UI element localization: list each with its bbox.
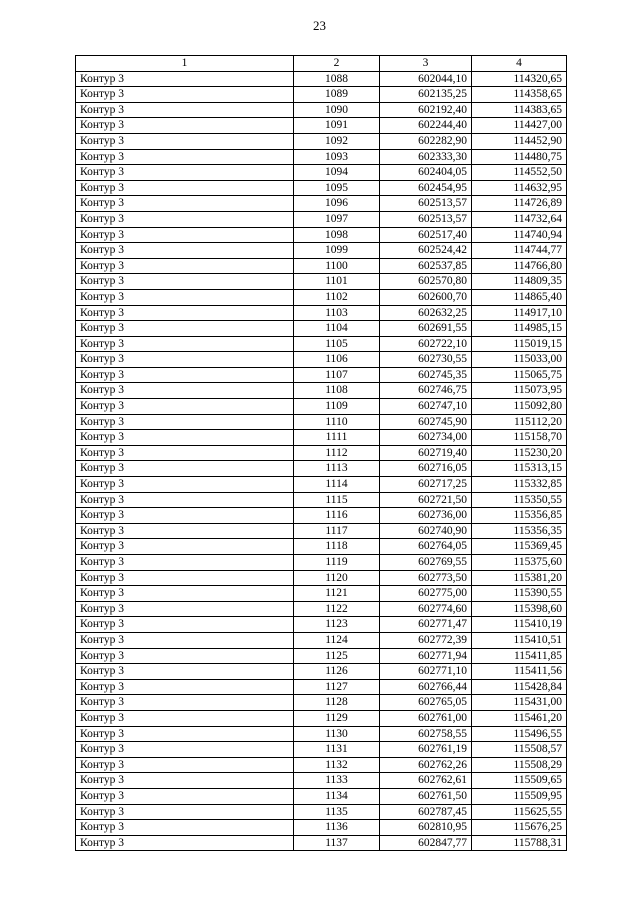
x-coordinate-cell: 602719,40 bbox=[380, 445, 472, 461]
contour-name-cell: Контур 3 bbox=[76, 180, 294, 196]
contour-name-cell: Контур 3 bbox=[76, 399, 294, 415]
point-number-cell: 1134 bbox=[294, 788, 380, 804]
table-row bbox=[76, 399, 567, 415]
contour-name-cell: Контур 3 bbox=[76, 539, 294, 555]
table-row bbox=[76, 149, 567, 165]
contour-name-cell: Контур 3 bbox=[76, 118, 294, 134]
contour-name-cell: Контур 3 bbox=[76, 149, 294, 165]
column-header-1: 1 bbox=[76, 56, 294, 72]
table-row bbox=[76, 211, 567, 227]
point-number-cell: 1121 bbox=[294, 586, 380, 602]
y-coordinate-cell: 115390,55 bbox=[472, 586, 567, 602]
point-number-cell: 1130 bbox=[294, 726, 380, 742]
point-number-cell: 1091 bbox=[294, 118, 380, 134]
y-coordinate-cell: 115019,15 bbox=[472, 336, 567, 352]
point-number-cell: 1122 bbox=[294, 601, 380, 617]
y-coordinate-cell: 114740,94 bbox=[472, 227, 567, 243]
table-row bbox=[76, 87, 567, 103]
point-number-cell: 1097 bbox=[294, 211, 380, 227]
point-number-cell: 1127 bbox=[294, 679, 380, 695]
y-coordinate-cell: 115411,56 bbox=[472, 664, 567, 680]
x-coordinate-cell: 602761,00 bbox=[380, 710, 472, 726]
point-number-cell: 1094 bbox=[294, 165, 380, 181]
table-row bbox=[76, 165, 567, 181]
contour-name-cell: Контур 3 bbox=[76, 71, 294, 87]
contour-name-cell: Контур 3 bbox=[76, 258, 294, 274]
y-coordinate-cell: 115410,19 bbox=[472, 617, 567, 633]
y-coordinate-cell: 114427,00 bbox=[472, 118, 567, 134]
column-header-2: 2 bbox=[294, 56, 380, 72]
point-number-cell: 1101 bbox=[294, 274, 380, 290]
point-number-cell: 1125 bbox=[294, 648, 380, 664]
x-coordinate-cell: 602773,50 bbox=[380, 570, 472, 586]
contour-name-cell: Контур 3 bbox=[76, 305, 294, 321]
contour-name-cell: Контур 3 bbox=[76, 227, 294, 243]
table-row bbox=[76, 274, 567, 290]
table-row bbox=[76, 321, 567, 337]
y-coordinate-cell: 115092,80 bbox=[472, 399, 567, 415]
table-row bbox=[76, 788, 567, 804]
point-number-cell: 1115 bbox=[294, 492, 380, 508]
table-row bbox=[76, 804, 567, 820]
point-number-cell: 1137 bbox=[294, 835, 380, 851]
x-coordinate-cell: 602761,19 bbox=[380, 742, 472, 758]
contour-name-cell: Контур 3 bbox=[76, 804, 294, 820]
point-number-cell: 1099 bbox=[294, 243, 380, 259]
point-number-cell: 1096 bbox=[294, 196, 380, 212]
page-number: 23 bbox=[313, 18, 326, 33]
contour-name-cell: Контур 3 bbox=[76, 414, 294, 430]
x-coordinate-cell: 602762,61 bbox=[380, 773, 472, 789]
point-number-cell: 1109 bbox=[294, 399, 380, 415]
y-coordinate-cell: 114766,80 bbox=[472, 258, 567, 274]
contour-name-cell: Контур 3 bbox=[76, 695, 294, 711]
y-coordinate-cell: 114452,90 bbox=[472, 133, 567, 149]
contour-name-cell: Контур 3 bbox=[76, 523, 294, 539]
y-coordinate-cell: 115375,60 bbox=[472, 555, 567, 571]
table-row bbox=[76, 461, 567, 477]
point-number-cell: 1136 bbox=[294, 820, 380, 836]
contour-name-cell: Контур 3 bbox=[76, 648, 294, 664]
table-row bbox=[76, 305, 567, 321]
x-coordinate-cell: 602761,50 bbox=[380, 788, 472, 804]
contour-name-cell: Контур 3 bbox=[76, 274, 294, 290]
contour-name-cell: Контур 3 bbox=[76, 664, 294, 680]
point-number-cell: 1135 bbox=[294, 804, 380, 820]
y-coordinate-cell: 115411,85 bbox=[472, 648, 567, 664]
x-coordinate-cell: 602513,57 bbox=[380, 196, 472, 212]
x-coordinate-cell: 602135,25 bbox=[380, 87, 472, 103]
contour-name-cell: Контур 3 bbox=[76, 710, 294, 726]
point-number-cell: 1111 bbox=[294, 430, 380, 446]
point-number-cell: 1124 bbox=[294, 632, 380, 648]
y-coordinate-cell: 115508,57 bbox=[472, 742, 567, 758]
contour-name-cell: Контур 3 bbox=[76, 477, 294, 493]
y-coordinate-cell: 114732,64 bbox=[472, 211, 567, 227]
contour-name-cell: Контур 3 bbox=[76, 492, 294, 508]
table-row bbox=[76, 352, 567, 368]
y-coordinate-cell: 114320,65 bbox=[472, 71, 567, 87]
table-row bbox=[76, 586, 567, 602]
point-number-cell: 1100 bbox=[294, 258, 380, 274]
y-coordinate-cell: 115313,15 bbox=[472, 461, 567, 477]
contour-name-cell: Контур 3 bbox=[76, 352, 294, 368]
table-row bbox=[76, 648, 567, 664]
contour-name-cell: Контур 3 bbox=[76, 102, 294, 118]
contour-name-cell: Контур 3 bbox=[76, 820, 294, 836]
contour-name-cell: Контур 3 bbox=[76, 742, 294, 758]
y-coordinate-cell: 115509,95 bbox=[472, 788, 567, 804]
point-number-cell: 1123 bbox=[294, 617, 380, 633]
contour-name-cell: Контур 3 bbox=[76, 773, 294, 789]
y-coordinate-cell: 114985,15 bbox=[472, 321, 567, 337]
point-number-cell: 1095 bbox=[294, 180, 380, 196]
table-header-row bbox=[76, 56, 567, 72]
point-number-cell: 1102 bbox=[294, 289, 380, 305]
contour-name-cell: Контур 3 bbox=[76, 367, 294, 383]
x-coordinate-cell: 602717,25 bbox=[380, 477, 472, 493]
contour-name-cell: Контур 3 bbox=[76, 788, 294, 804]
table-row bbox=[76, 539, 567, 555]
table-row bbox=[76, 289, 567, 305]
contour-name-cell: Контур 3 bbox=[76, 336, 294, 352]
x-coordinate-cell: 602524,42 bbox=[380, 243, 472, 259]
point-number-cell: 1120 bbox=[294, 570, 380, 586]
x-coordinate-cell: 602244,40 bbox=[380, 118, 472, 134]
table-row bbox=[76, 477, 567, 493]
table-row bbox=[76, 773, 567, 789]
table-body bbox=[76, 71, 567, 851]
contour-name-cell: Контур 3 bbox=[76, 243, 294, 259]
x-coordinate-cell: 602771,94 bbox=[380, 648, 472, 664]
y-coordinate-cell: 114552,50 bbox=[472, 165, 567, 181]
point-number-cell: 1128 bbox=[294, 695, 380, 711]
table-row bbox=[76, 742, 567, 758]
point-number-cell: 1108 bbox=[294, 383, 380, 399]
y-coordinate-cell: 115788,31 bbox=[472, 835, 567, 851]
table-row bbox=[76, 570, 567, 586]
table-row bbox=[76, 601, 567, 617]
x-coordinate-cell: 602771,47 bbox=[380, 617, 472, 633]
x-coordinate-cell: 602691,55 bbox=[380, 321, 472, 337]
table-row bbox=[76, 196, 567, 212]
table-row bbox=[76, 835, 567, 851]
x-coordinate-cell: 602772,39 bbox=[380, 632, 472, 648]
contour-name-cell: Контур 3 bbox=[76, 383, 294, 399]
y-coordinate-cell: 115431,00 bbox=[472, 695, 567, 711]
contour-name-cell: Контур 3 bbox=[76, 289, 294, 305]
y-coordinate-cell: 115410,51 bbox=[472, 632, 567, 648]
x-coordinate-cell: 602774,60 bbox=[380, 601, 472, 617]
x-coordinate-cell: 602775,00 bbox=[380, 586, 472, 602]
y-coordinate-cell: 115356,35 bbox=[472, 523, 567, 539]
x-coordinate-cell: 602745,35 bbox=[380, 367, 472, 383]
table-row bbox=[76, 679, 567, 695]
point-number-cell: 1116 bbox=[294, 508, 380, 524]
contour-name-cell: Контур 3 bbox=[76, 196, 294, 212]
contour-name-cell: Контур 3 bbox=[76, 430, 294, 446]
x-coordinate-cell: 602787,45 bbox=[380, 804, 472, 820]
y-coordinate-cell: 114383,65 bbox=[472, 102, 567, 118]
y-coordinate-cell: 114917,10 bbox=[472, 305, 567, 321]
x-coordinate-cell: 602747,10 bbox=[380, 399, 472, 415]
x-coordinate-cell: 602810,95 bbox=[380, 820, 472, 836]
y-coordinate-cell: 115158,70 bbox=[472, 430, 567, 446]
contour-name-cell: Контур 3 bbox=[76, 601, 294, 617]
x-coordinate-cell: 602746,75 bbox=[380, 383, 472, 399]
y-coordinate-cell: 115509,65 bbox=[472, 773, 567, 789]
point-number-cell: 1089 bbox=[294, 87, 380, 103]
table-row bbox=[76, 414, 567, 430]
table-row bbox=[76, 617, 567, 633]
y-coordinate-cell: 115073,95 bbox=[472, 383, 567, 399]
x-coordinate-cell: 602570,80 bbox=[380, 274, 472, 290]
x-coordinate-cell: 602771,10 bbox=[380, 664, 472, 680]
contour-name-cell: Контур 3 bbox=[76, 726, 294, 742]
contour-name-cell: Контур 3 bbox=[76, 211, 294, 227]
x-coordinate-cell: 602600,70 bbox=[380, 289, 472, 305]
y-coordinate-cell: 115033,00 bbox=[472, 352, 567, 368]
y-coordinate-cell: 115230,20 bbox=[472, 445, 567, 461]
y-coordinate-cell: 115676,25 bbox=[472, 820, 567, 836]
table-row bbox=[76, 71, 567, 87]
contour-name-cell: Контур 3 bbox=[76, 165, 294, 181]
table-row bbox=[76, 757, 567, 773]
y-coordinate-cell: 115625,55 bbox=[472, 804, 567, 820]
x-coordinate-cell: 602730,55 bbox=[380, 352, 472, 368]
contour-name-cell: Контур 3 bbox=[76, 679, 294, 695]
point-number-cell: 1105 bbox=[294, 336, 380, 352]
table-row bbox=[76, 523, 567, 539]
table-row bbox=[76, 508, 567, 524]
x-coordinate-cell: 602758,55 bbox=[380, 726, 472, 742]
y-coordinate-cell: 114480,75 bbox=[472, 149, 567, 165]
contour-name-cell: Контур 3 bbox=[76, 617, 294, 633]
point-number-cell: 1110 bbox=[294, 414, 380, 430]
table-row bbox=[76, 336, 567, 352]
table-row bbox=[76, 383, 567, 399]
table-row bbox=[76, 258, 567, 274]
y-coordinate-cell: 115356,85 bbox=[472, 508, 567, 524]
y-coordinate-cell: 115508,29 bbox=[472, 757, 567, 773]
x-coordinate-cell: 602722,10 bbox=[380, 336, 472, 352]
y-coordinate-cell: 115461,20 bbox=[472, 710, 567, 726]
y-coordinate-cell: 114865,40 bbox=[472, 289, 567, 305]
table-row bbox=[76, 492, 567, 508]
y-coordinate-cell: 115398,60 bbox=[472, 601, 567, 617]
point-number-cell: 1133 bbox=[294, 773, 380, 789]
point-number-cell: 1113 bbox=[294, 461, 380, 477]
table-row bbox=[76, 710, 567, 726]
point-number-cell: 1107 bbox=[294, 367, 380, 383]
table-row bbox=[76, 367, 567, 383]
point-number-cell: 1090 bbox=[294, 102, 380, 118]
x-coordinate-cell: 602404,05 bbox=[380, 165, 472, 181]
point-number-cell: 1118 bbox=[294, 539, 380, 555]
contour-name-cell: Контур 3 bbox=[76, 445, 294, 461]
x-coordinate-cell: 602454,95 bbox=[380, 180, 472, 196]
point-number-cell: 1104 bbox=[294, 321, 380, 337]
contour-name-cell: Контур 3 bbox=[76, 632, 294, 648]
table-row bbox=[76, 726, 567, 742]
point-number-cell: 1114 bbox=[294, 477, 380, 493]
contour-name-cell: Контур 3 bbox=[76, 586, 294, 602]
point-number-cell: 1119 bbox=[294, 555, 380, 571]
point-number-cell: 1129 bbox=[294, 710, 380, 726]
x-coordinate-cell: 602769,55 bbox=[380, 555, 472, 571]
x-coordinate-cell: 602282,90 bbox=[380, 133, 472, 149]
x-coordinate-cell: 602192,40 bbox=[380, 102, 472, 118]
table-row bbox=[76, 243, 567, 259]
y-coordinate-cell: 115428,84 bbox=[472, 679, 567, 695]
x-coordinate-cell: 602716,05 bbox=[380, 461, 472, 477]
coordinates-table bbox=[75, 55, 567, 851]
point-number-cell: 1132 bbox=[294, 757, 380, 773]
y-coordinate-cell: 115350,55 bbox=[472, 492, 567, 508]
table-row bbox=[76, 430, 567, 446]
table-row bbox=[76, 695, 567, 711]
y-coordinate-cell: 114744,77 bbox=[472, 243, 567, 259]
x-coordinate-cell: 602847,77 bbox=[380, 835, 472, 851]
table-row bbox=[76, 180, 567, 196]
y-coordinate-cell: 115065,75 bbox=[472, 367, 567, 383]
point-number-cell: 1106 bbox=[294, 352, 380, 368]
table-row bbox=[76, 445, 567, 461]
table-row bbox=[76, 820, 567, 836]
x-coordinate-cell: 602762,26 bbox=[380, 757, 472, 773]
table-row bbox=[76, 555, 567, 571]
table-row bbox=[76, 227, 567, 243]
x-coordinate-cell: 602721,50 bbox=[380, 492, 472, 508]
contour-name-cell: Контур 3 bbox=[76, 321, 294, 337]
contour-name-cell: Контур 3 bbox=[76, 133, 294, 149]
contour-name-cell: Контур 3 bbox=[76, 87, 294, 103]
contour-name-cell: Контур 3 bbox=[76, 757, 294, 773]
x-coordinate-cell: 602764,05 bbox=[380, 539, 472, 555]
point-number-cell: 1117 bbox=[294, 523, 380, 539]
x-coordinate-cell: 602740,90 bbox=[380, 523, 472, 539]
x-coordinate-cell: 602333,30 bbox=[380, 149, 472, 165]
table-row bbox=[76, 102, 567, 118]
contour-name-cell: Контур 3 bbox=[76, 508, 294, 524]
point-number-cell: 1088 bbox=[294, 71, 380, 87]
y-coordinate-cell: 115381,20 bbox=[472, 570, 567, 586]
column-header-3: 3 bbox=[380, 56, 472, 72]
y-coordinate-cell: 115332,85 bbox=[472, 477, 567, 493]
x-coordinate-cell: 602537,85 bbox=[380, 258, 472, 274]
x-coordinate-cell: 602632,25 bbox=[380, 305, 472, 321]
column-header-4: 4 bbox=[472, 56, 567, 72]
table-row bbox=[76, 118, 567, 134]
y-coordinate-cell: 114358,65 bbox=[472, 87, 567, 103]
table-row bbox=[76, 133, 567, 149]
y-coordinate-cell: 115369,45 bbox=[472, 539, 567, 555]
contour-name-cell: Контур 3 bbox=[76, 461, 294, 477]
y-coordinate-cell: 115112,20 bbox=[472, 414, 567, 430]
contour-name-cell: Контур 3 bbox=[76, 570, 294, 586]
table-row bbox=[76, 664, 567, 680]
x-coordinate-cell: 602765,05 bbox=[380, 695, 472, 711]
point-number-cell: 1112 bbox=[294, 445, 380, 461]
point-number-cell: 1131 bbox=[294, 742, 380, 758]
y-coordinate-cell: 114726,89 bbox=[472, 196, 567, 212]
point-number-cell: 1103 bbox=[294, 305, 380, 321]
point-number-cell: 1093 bbox=[294, 149, 380, 165]
x-coordinate-cell: 602745,90 bbox=[380, 414, 472, 430]
y-coordinate-cell: 115496,55 bbox=[472, 726, 567, 742]
x-coordinate-cell: 602766,44 bbox=[380, 679, 472, 695]
point-number-cell: 1092 bbox=[294, 133, 380, 149]
contour-name-cell: Контур 3 bbox=[76, 835, 294, 851]
y-coordinate-cell: 114632,95 bbox=[472, 180, 567, 196]
x-coordinate-cell: 602513,57 bbox=[380, 211, 472, 227]
table-row bbox=[76, 632, 567, 648]
point-number-cell: 1098 bbox=[294, 227, 380, 243]
x-coordinate-cell: 602044,10 bbox=[380, 71, 472, 87]
x-coordinate-cell: 602736,00 bbox=[380, 508, 472, 524]
y-coordinate-cell: 114809,35 bbox=[472, 274, 567, 290]
x-coordinate-cell: 602517,40 bbox=[380, 227, 472, 243]
contour-name-cell: Контур 3 bbox=[76, 555, 294, 571]
point-number-cell: 1126 bbox=[294, 664, 380, 680]
x-coordinate-cell: 602734,00 bbox=[380, 430, 472, 446]
